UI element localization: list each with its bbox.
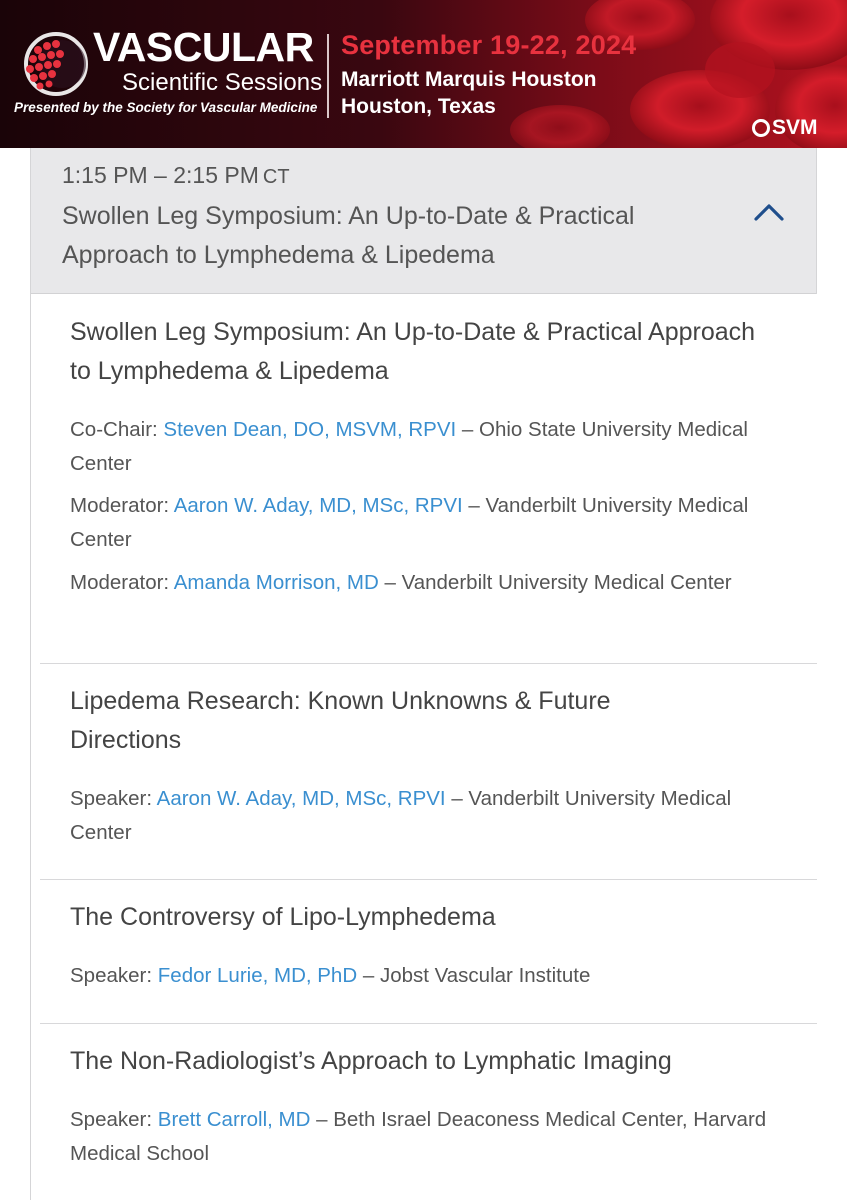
role-label: Speaker: <box>70 787 153 810</box>
person-link[interactable]: Steven Dean, DO, MSVM, RPVI <box>163 418 457 441</box>
role-label: Moderator: <box>70 494 170 517</box>
role-line <box>70 489 770 557</box>
role-line <box>70 959 770 993</box>
event-city: Houston, Texas <box>341 95 496 118</box>
affiliation: – Vanderbilt University Medical Center <box>384 571 732 594</box>
event-banner <box>0 0 847 148</box>
role-label: Speaker: <box>70 1108 153 1131</box>
affiliation: – Vanderbilt University Medical Center <box>70 494 749 551</box>
affiliation: – Jobst Vascular Institute <box>362 964 591 987</box>
role-line <box>70 566 770 600</box>
person-link[interactable]: Amanda Morrison, MD <box>173 571 379 594</box>
list-item <box>40 294 817 664</box>
session-timezone: CT <box>262 166 290 188</box>
event-date: September 19-22, 2024 <box>341 30 637 60</box>
talk-title: The Non-Radiologist’s Approach to Lymphatic Imaging <box>70 1047 672 1075</box>
person-link[interactable]: Brett Carroll, MD <box>157 1108 311 1131</box>
person-link[interactable]: Aaron W. Aday, MD, MSc, RPVI <box>173 494 463 517</box>
affiliation: – Vanderbilt University Medical Center <box>70 787 732 844</box>
role-label: Co-Chair: <box>70 418 158 441</box>
person-link[interactable]: Aaron W. Aday, MD, MSc, RPVI <box>156 787 446 810</box>
talk-title: Lipedema Research: Known Unknowns & Future Directions <box>70 687 611 754</box>
affiliation: – Ohio State University Medical Center <box>70 418 748 475</box>
person-link[interactable]: Fedor Lurie, MD, PhD <box>157 964 358 987</box>
list-item <box>40 880 817 1024</box>
chevron-up-icon[interactable] <box>753 200 785 224</box>
brand-title: VASCULAR <box>93 24 314 70</box>
svm-logo-text: SVM <box>772 116 818 139</box>
role-line <box>70 1103 770 1171</box>
brand-subtitle: Scientific Sessions <box>122 69 323 96</box>
session-header[interactable] <box>31 148 816 294</box>
list-item <box>40 1024 817 1200</box>
brand-tagline: Presented by the Society for Vascular Medicine <box>14 100 318 115</box>
svm-logo <box>752 116 818 140</box>
affiliation: – Beth Israel Deaconess Medical Center, Harvard Medical School <box>70 1108 767 1165</box>
session-time <box>62 162 290 189</box>
vascular-logo-icon <box>16 28 94 100</box>
role-label: Moderator: <box>70 571 170 594</box>
list-item <box>40 664 817 880</box>
session-title: Swollen Leg Symposium: An Up-to-Date & Practical Approach to Lymphedema & Lipedema <box>62 202 635 269</box>
role-label: Speaker: <box>70 964 153 987</box>
session-time-range: 1:15 PM – 2:15 PM <box>62 162 259 188</box>
svm-ring-icon <box>752 119 770 137</box>
talk-title: Swollen Leg Symposium: An Up-to-Date & Practical Approach to Lymphedema & Lipedema <box>70 318 756 385</box>
session-accordion <box>30 148 817 1200</box>
talk-title: The Controversy of Lipo-Lymphedema <box>70 903 496 931</box>
banner-divider <box>327 34 329 118</box>
event-venue: Marriott Marquis Houston <box>341 68 597 91</box>
role-line <box>70 782 770 850</box>
role-line <box>70 413 770 481</box>
